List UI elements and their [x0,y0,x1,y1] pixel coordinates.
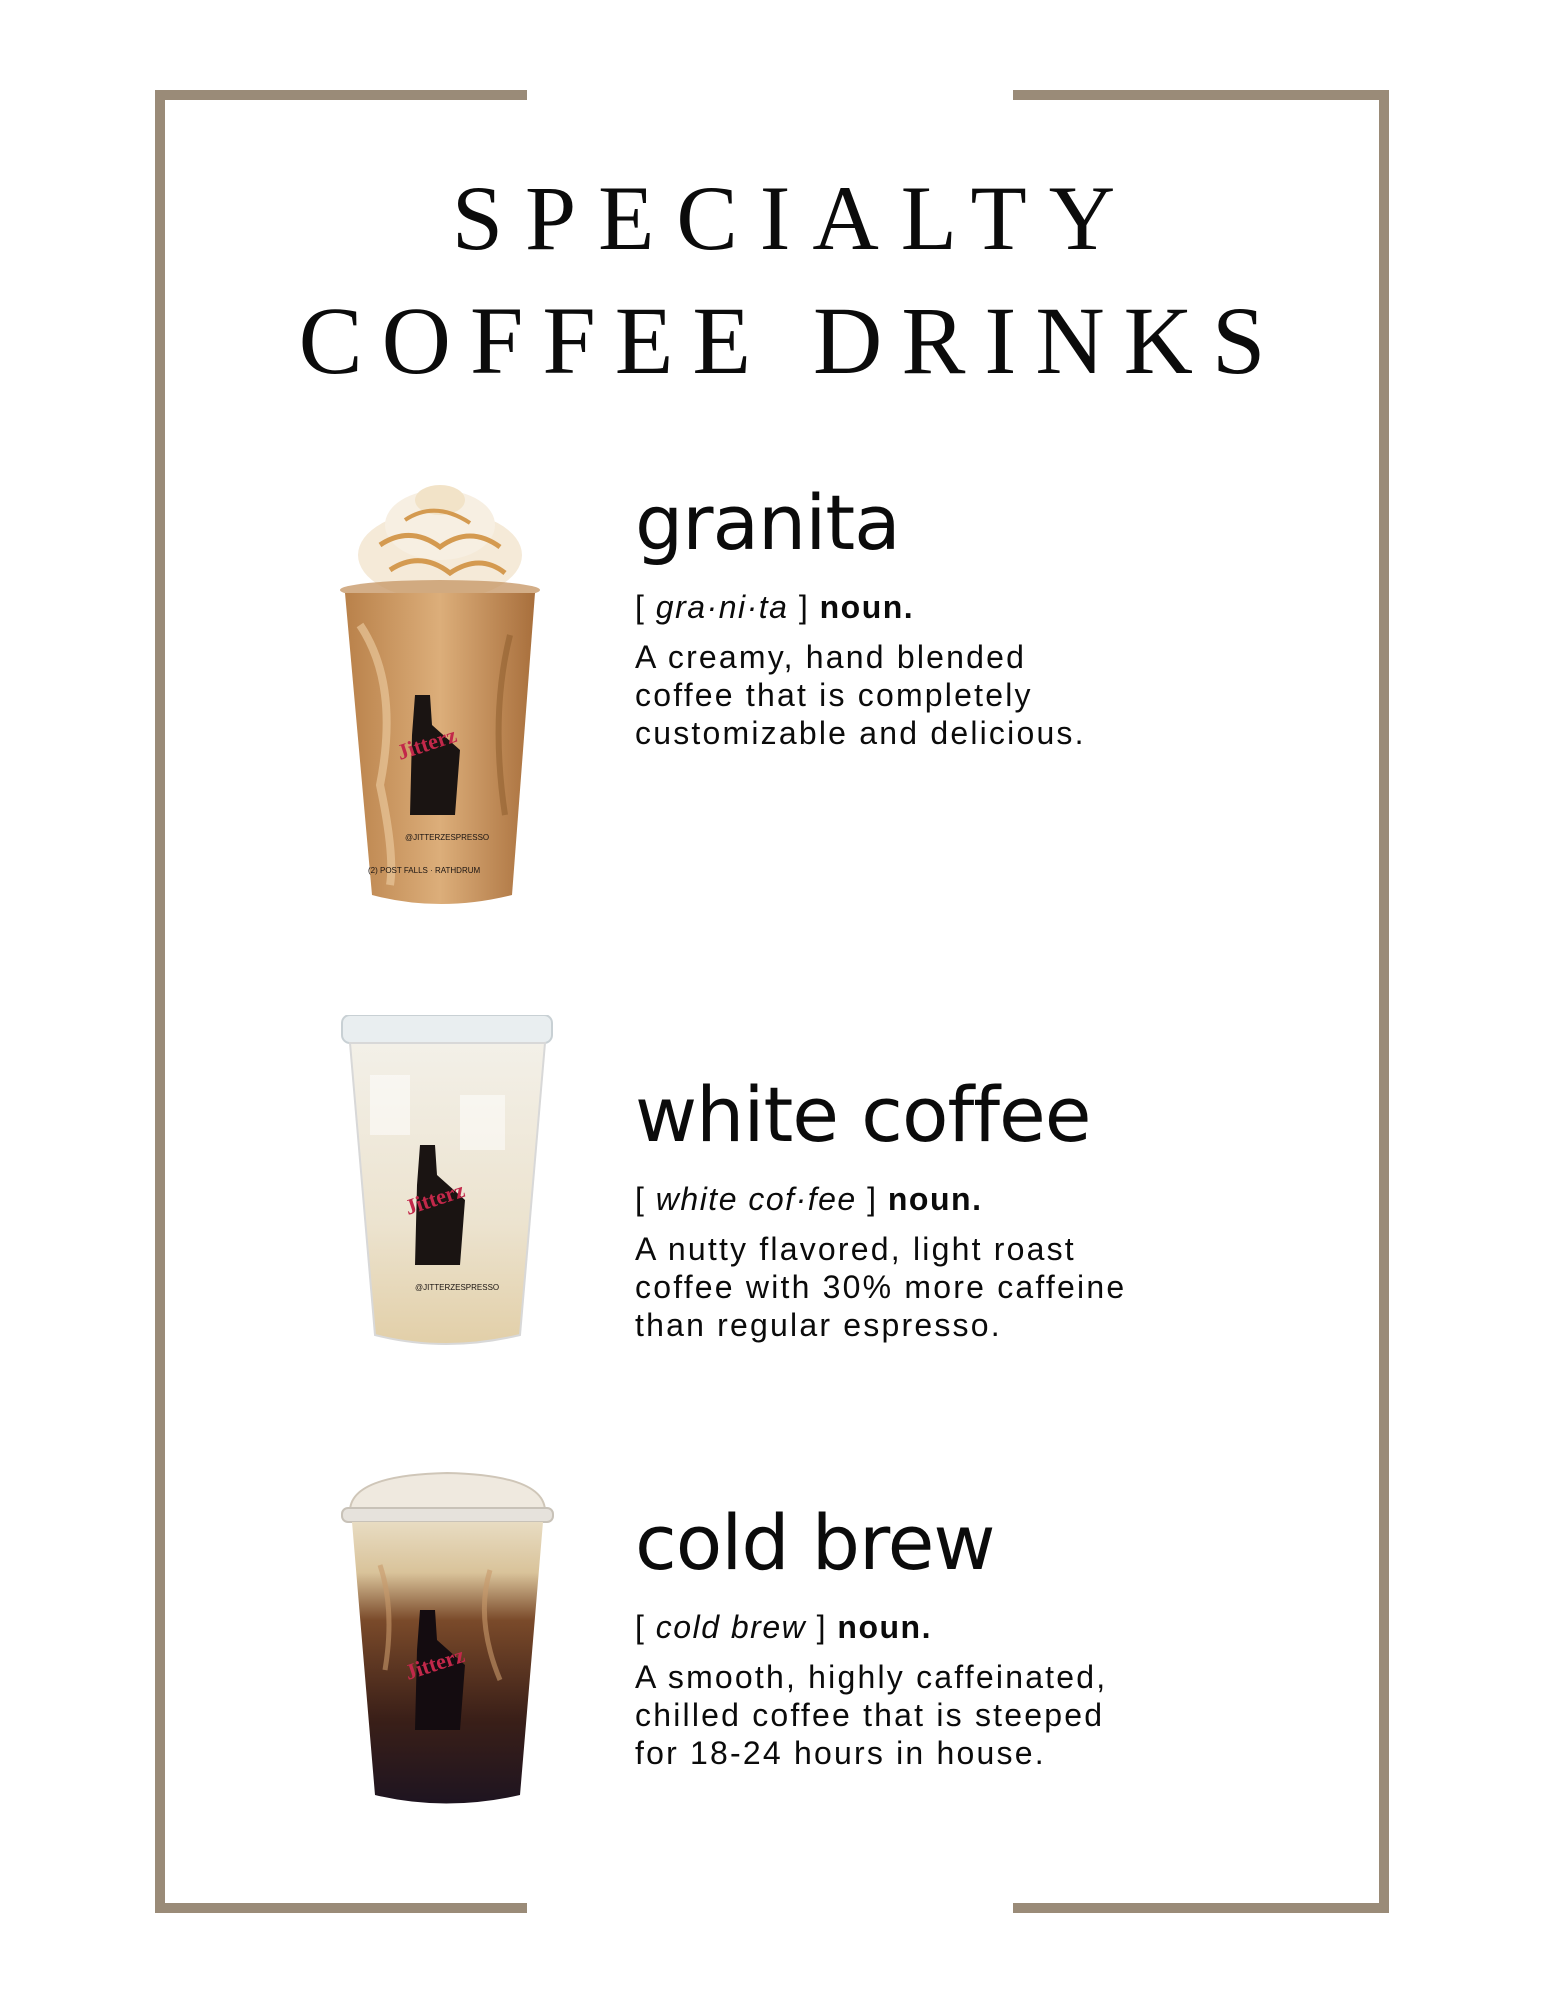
frame-bottom-left-border [155,1903,527,1913]
cold-brew-cup-image [340,1470,555,1810]
part-of-speech: noun. [887,1181,983,1217]
pronunciation-word: gra·ni·ta [655,589,789,625]
frame-top-left-border [155,90,527,100]
drink-name: cold brew [635,1498,995,1587]
pronunciation-word: white cof·fee [655,1181,857,1217]
pron-close-bracket: ] [816,1609,828,1645]
part-of-speech: noun. [819,589,915,625]
pron-open-bracket: [ [635,1609,646,1645]
white-coffee-cup-image [340,1015,555,1350]
svg-text:Jitterz: Jitterz [401,1642,468,1685]
svg-text:(2) POST FALLS · RATHDRUM: (2) POST FALLS · RATHDRUM [368,866,481,875]
frame-bottom-right-border [1013,1903,1389,1913]
drink-text-white-coffee [635,1070,1127,1344]
page-title-line-1: SPECIALTY [451,167,1138,269]
pron-open-bracket: [ [635,1181,646,1217]
drink-text-granita [635,478,1086,752]
frame-top-right-border [1013,90,1389,100]
pronunciation [635,1609,1107,1646]
pron-close-bracket: ] [867,1181,878,1217]
part-of-speech: noun. [837,1609,932,1645]
pron-close-bracket: ] [798,589,810,625]
drink-description: A creamy, hand blended coffee that is completely customizable and delicious. [635,639,1086,751]
svg-text:@JITTERZESPRESSO: @JITTERZESPRESSO [415,1283,500,1292]
pronunciation [635,589,1086,626]
drink-name: white coffee [635,1070,1091,1159]
drink-text-cold-brew [635,1498,1108,1772]
drink-description: A nutty flavored, light roast coffee with 30% more caffeine than regular espresso. [635,1231,1127,1343]
pron-open-bracket: [ [635,589,646,625]
svg-text:@JITTERZESPRESSO: @JITTERZESPRESSO [405,833,490,842]
drink-description: A smooth, highly caffeinated, chilled coffee that is steeped for 18-24 hours in house. [635,1659,1108,1771]
pronunciation [635,1181,1126,1218]
pronunciation-word: cold brew [655,1609,807,1645]
page-title-line-2: COFFEE DRINKS [298,287,1285,394]
svg-text:Jitterz: Jitterz [393,722,460,765]
drink-name: granita [635,478,900,567]
svg-text:Jitterz: Jitterz [401,1177,468,1220]
granita-cup-image [340,485,550,910]
